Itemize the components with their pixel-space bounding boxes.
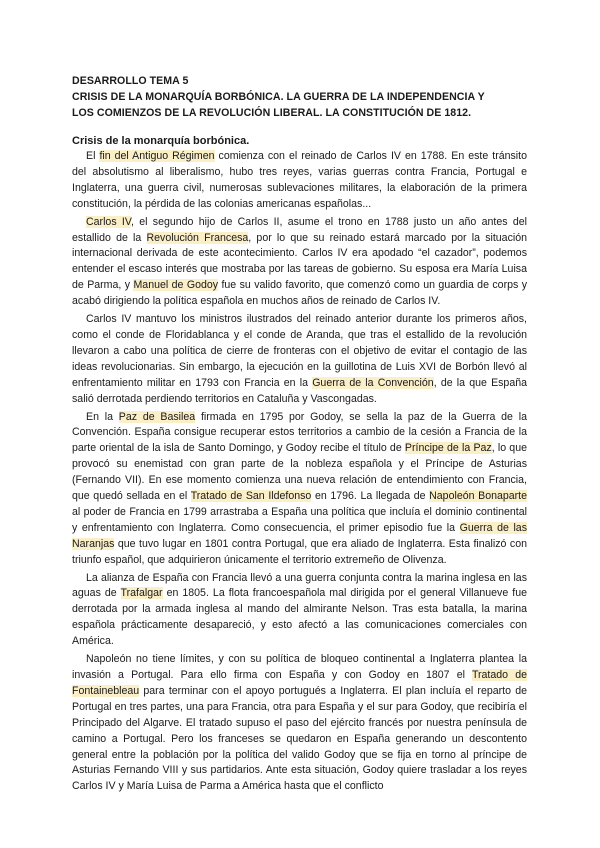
highlighted-term: Príncipe de la Paz [404, 442, 492, 455]
section-title: Crisis de la monarquía borbónica. [72, 135, 250, 147]
text-run: , el segundo hijo de Carlos II, asume el trono en 1788 justo un año antes del estallido de la [72, 215, 527, 244]
highlighted-term: Guerra de la Convención [312, 376, 434, 389]
paragraph [72, 215, 527, 310]
paragraph [72, 312, 527, 407]
highlighted-term: Napoleón Bonaparte [429, 490, 528, 503]
text-run: firmada en 1795 por Godoy, se sella la paz de la Guerra de la Convención. España consigue recuperar estos territorios a cambio de la cesión a Francia de la parte oriental de la isla de Santo Domingo, y Godoy recibe el título de [72, 410, 527, 455]
paragraph [72, 571, 527, 651]
highlighted-term: fin del Antiguo Régimen [99, 150, 215, 162]
paragraph [72, 652, 527, 795]
body-text [72, 149, 527, 797]
highlighted-term: Tratado de Fontainebleau [72, 669, 528, 697]
text-run: al poder de Francia en 1799 arrastraba a España una política que incluía el dominio continental y enfrentamiento con Inglaterra. Como consecuencia, el primer episodio fue la [72, 505, 527, 534]
text-run: en 1805. La flota francoespañola mal dirigida por el general Villanueve fue derrotada por la armada inglesa al mando del almirante Nelson. Tras esta batalla, la marina española prácticamente desapareció, y esto afectó a las comunicaciones comerciales con América. [72, 587, 528, 648]
text-run: En la [86, 410, 119, 423]
highlighted-term: Manuel de Godoy [133, 279, 219, 292]
text-run: fue su valido favorito, que comenzó como un guardia de corps y acabó dirigiendo la política española en muchos años de reinado de Carlos IV. [72, 279, 527, 308]
text-run: El [86, 150, 100, 162]
text-run: que tuvo lugar en 1801 contra Portugal, que era aliado de Inglaterra. Esta finalizó con triunfo español, que adquirieron únicamente el territorio extremeño de Olivenza. [72, 537, 527, 566]
text-run: en 1796. La llegada de [311, 490, 430, 503]
text-run: Carlos IV mantuvo los ministros ilustrados del reinado anterior durante los primeros años, como el conde de Floridablanca y el conde de Aranda, que tras el estallido de la revolución llevaron a cabo una política de cierre de fronteras con el objetivo de evitar el contagio de las ideas revolucionarias. Sin embargo, la ejecución en la guillotina de Luis XVI de Borbón llevó al enfrentamiento militar en 1793 con Francia en la [72, 313, 527, 389]
header-line-3: LOS COMIENZOS DE LA REVOLUCIÓN LIBERAL. LA CONSTITUCIÓN DE 1812. [72, 107, 472, 119]
highlighted-term: Paz de Basilea [118, 410, 196, 423]
highlighted-term: Revolución Francesa [146, 231, 249, 244]
text-run: , lo que provocó su enemistad con gran parte de la nobleza española y el Príncipe de Asturias (Fernando VII). En ese momento comienza una nueva relación de entendimiento con Francia, que quedó sellada en el [72, 442, 527, 503]
highlighted-term: Guerra de las Naranjas [72, 521, 527, 550]
text-run: Napoleón no tiene límites, y con su política de bloqueo continental a Inglaterra plantea la invasión a Portugal. Para ello firma con España y con Godoy en 1807 el [72, 653, 527, 681]
highlighted-term: Carlos IV [86, 215, 131, 228]
document-header [72, 73, 532, 121]
text-run: , de la que España salió derrotada perdiendo territorios en Cataluña y Vascongadas. [72, 376, 528, 405]
highlighted-term: Tratado de San Ildefonso [190, 490, 312, 503]
header-line-2: CRISIS DE LA MONARQUÍA BORBÓNICA. LA GUERRA DE LA INDEPENDENCIA Y [72, 91, 485, 103]
header-line-1: DESARROLLO TEMA 5 [72, 75, 189, 87]
text-run: , por lo que su reinado estará marcado por la situación internacional derivada de este acontecimiento. Carlos IV era apodado “el cazador”, podemos entender el escaso interés que mostraba por las tareas de gobierno. Su esposa era María Luisa de Parma, y [72, 231, 528, 292]
paragraph [72, 149, 527, 213]
highlighted-term: Trafalgar [120, 587, 163, 600]
text-run: La alianza de España con Francia llevó a una guerra conjunta contra la marina inglesa en las aguas de [72, 571, 527, 600]
paragraph [72, 410, 527, 569]
text-run: para terminar con el apoyo portugués a Inglaterra. El plan incluía el reparto de Portugal en tres partes, una para Francia, otra para España y el sur para Godoy, que recibiría el Principado del Algarve. El tratado supuso el paso del ejército francés por nuestra península de camino a Portugal. Pero los franceses se quedaron en España generando un descontento general entre la población por la política del valido Godoy que se fija en torno al príncipe de Asturias Fernando VIII y sus partidarios. Ante esta situación, Godoy quiere trasladar a los reyes Carlos IV y María Luisa de Parma a América hasta que el conflicto [72, 684, 527, 793]
text-run: comienza con el reinado de Carlos IV en 1788. En este tránsito del absolutismo al liberalismo, hubo tres reyes, varias guerras contra Francia, Portugal e Inglaterra, una guerra civil, numerosas sublevaciones militares, la elaboración de la primera constitución, la pérdida de las colonias americanas españolas... [72, 150, 527, 210]
